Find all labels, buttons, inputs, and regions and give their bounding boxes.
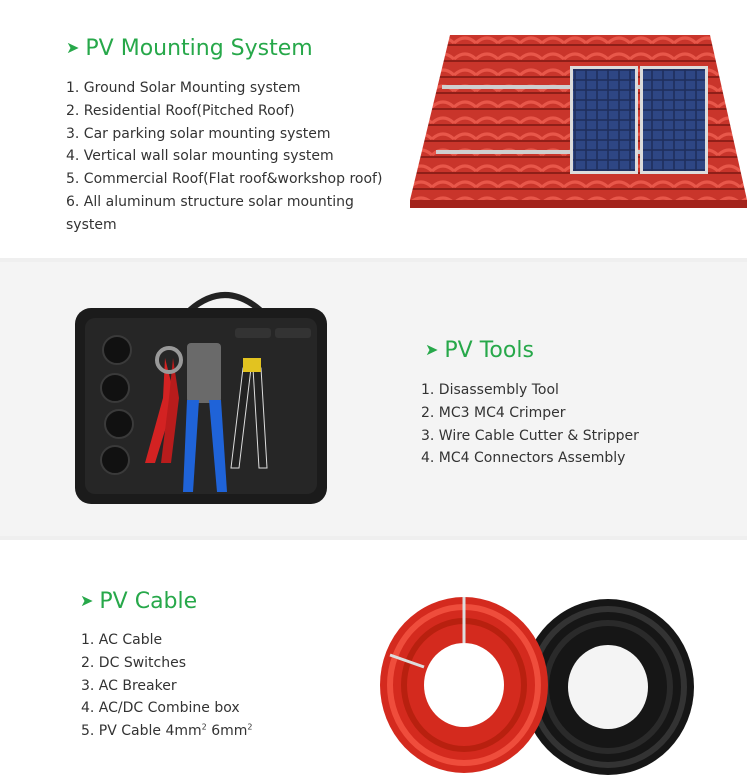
mounting-title: PV Mounting System — [85, 36, 313, 61]
arrow-icon: ➤ — [425, 340, 439, 359]
list-item: 3. AC Breaker — [81, 677, 177, 694]
list-item: 1. Ground Solar Mounting system — [66, 80, 301, 96]
tools-title: PV Tools — [444, 338, 534, 363]
cable-title: PV Cable — [99, 589, 198, 614]
list-item: 4. MC4 Connectors Assembly — [421, 450, 626, 467]
list-item: 5. Commercial Roof(Flat roof&workshop roof) — [66, 171, 383, 188]
list-item: 2. MC3 MC4 Crimper — [421, 404, 566, 421]
list-item: 6. All aluminum structure solar mounting system — [66, 193, 354, 233]
mounting-list — [66, 77, 383, 237]
list-item: 4. AC/DC Combine box — [81, 700, 240, 717]
cable-coils-image — [380, 595, 700, 775]
mounting-heading — [66, 36, 313, 61]
list-item: 1. AC Cable — [81, 632, 163, 648]
list-item: 3. Car parking solar mounting system — [66, 125, 331, 142]
list-item: 4. Vertical wall solar mounting system — [66, 148, 334, 165]
section-mounting-system — [0, 0, 747, 262]
list-item: 3. Wire Cable Cutter & Stripper — [421, 427, 639, 444]
list-item: 5. PV Cable $4mm^2$ $6mm^2$ — [81, 722, 253, 740]
list-item: 2. DC Switches — [81, 654, 187, 671]
cable-heading — [80, 589, 197, 614]
tool-kit-image — [75, 288, 330, 506]
cable-list — [81, 629, 252, 743]
arrow-icon: ➤ — [66, 38, 80, 57]
list-item: 1. Disassembly Tool — [421, 382, 559, 398]
section-pv-tools — [0, 262, 747, 540]
list-item: 2. Residential Roof(Pitched Roof) — [66, 102, 295, 119]
tools-heading — [425, 338, 534, 363]
arrow-icon: ➤ — [80, 591, 94, 610]
case-handle — [190, 295, 260, 310]
tools-list — [421, 379, 639, 470]
red-cable-coil — [380, 597, 548, 773]
roof-solar-image — [410, 30, 747, 210]
section-pv-cable — [0, 540, 747, 777]
